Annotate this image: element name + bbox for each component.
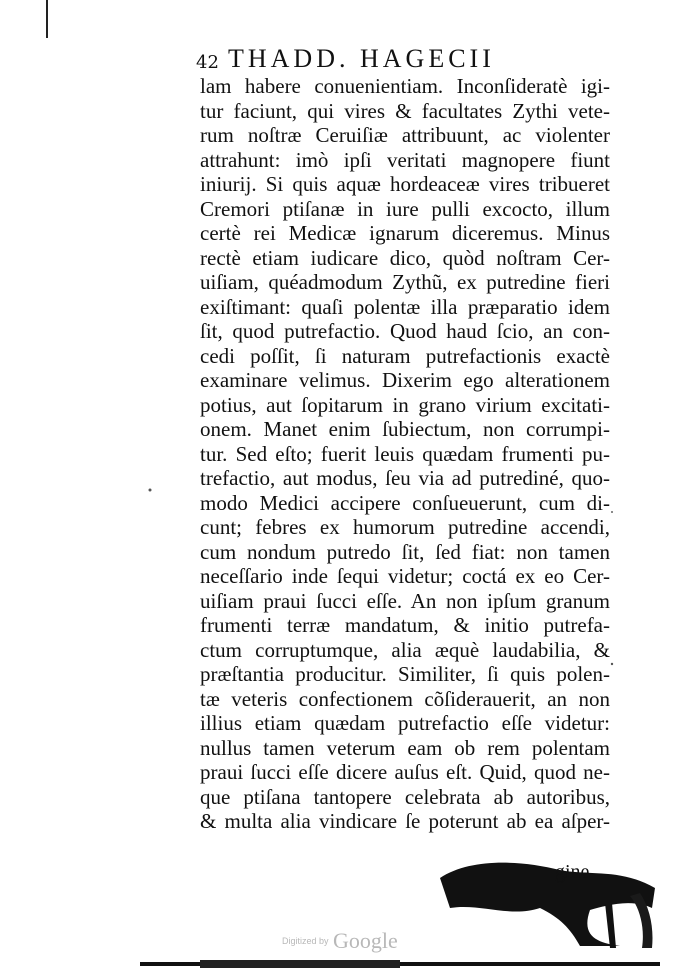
text-line: Cremori ptiſanæ in iure pulli excocto, illum (200, 196, 610, 221)
text-line: nullus tamen veterum eam ob rem polentam (200, 735, 610, 760)
text-line: lam habere conuenientiam. Inconſideratè igi- (200, 74, 610, 98)
page-number: 42 (196, 52, 219, 73)
text-line: exiſtimant: quaſi polentæ illa præparatio idem (200, 294, 610, 319)
text-line: modo Medici accipere conſueuerunt, cum di- (200, 490, 610, 515)
text-line: illius etiam quædam putrefactio eſſe videtur: (200, 711, 610, 735)
text-line: uiſiam, quéadmodum Zythũ, ex putredine fieri (200, 270, 610, 294)
text-line: cunt; febres ex humorum putredine accendi, (200, 515, 610, 539)
text-line: certè rei Medicæ ignarum diceremus. Minus (200, 221, 610, 245)
watermark-brand: Google (332, 928, 398, 953)
text-line: rectè etiam iudicare dico, quòd noſtram Cer- (200, 245, 610, 270)
text-line: præſtantia producitur. Similiter, ſi quis polen- (200, 662, 610, 686)
text-line: ctum corruptumque, alia æquè laudabilia, & (200, 637, 610, 662)
text-line: & multa alia vindicare ſe poterunt ab ea aſper- (200, 809, 610, 833)
text-line: cum nondum putredo ſit, ſed fiat: non tamen (200, 539, 610, 564)
text-line: trefactio, aut modus, ſeu via ad putrediné, quo- (200, 466, 610, 490)
text-line: potius, aut ſopitarum in grano virium excitati- (200, 392, 610, 417)
text-line: neceſſario inde ſequi videtur; coctá ex eo Cer- (200, 564, 610, 588)
watermark-prefix: Digitized by (282, 936, 329, 946)
text-line: uiſiam praui ſucci eſſe. An non ipſum granum (200, 588, 610, 613)
text-line: onem. Manet enim ſubiectum, non corrumpi- (200, 417, 610, 441)
text-line: ſit, quod putrefactio. Quod haud ſcio, an con- (200, 319, 610, 343)
text-line: rum noſtræ Ceruiſiæ attribuunt, ac violenter (200, 123, 610, 147)
text-line: cedi poſſit, ſi naturam putrefactionis exactè (200, 343, 610, 368)
text-line: examinare velimus. Dixerim ego alterationem (200, 368, 610, 392)
text-line: tæ veteris confectionem cõſiderauerit, an non (200, 686, 610, 711)
text-line: que ptiſana tantopere celebrata ab autoribus, (200, 784, 610, 809)
text-line: tur faciunt, qui vires & facultates Zythi vete- (200, 98, 610, 123)
running-head: THADD. HAGECII (228, 44, 495, 73)
catchword: gine (555, 861, 590, 883)
text-line: iniurij. Si quis aquæ hordeaceæ vires tribueret (200, 172, 610, 196)
text-line: frumenti terræ mandatum, & initio putrefa- (200, 613, 610, 637)
text-line: praui ſucci eſſe dicere auſus eſt. Quid, quod ne- (200, 760, 610, 784)
text-line: tur. Sed eſto; fuerit leuis quædam frumenti pu- (200, 441, 610, 466)
text-line: attrahunt: imò ipſi veritati magnopere fiunt (200, 147, 610, 172)
